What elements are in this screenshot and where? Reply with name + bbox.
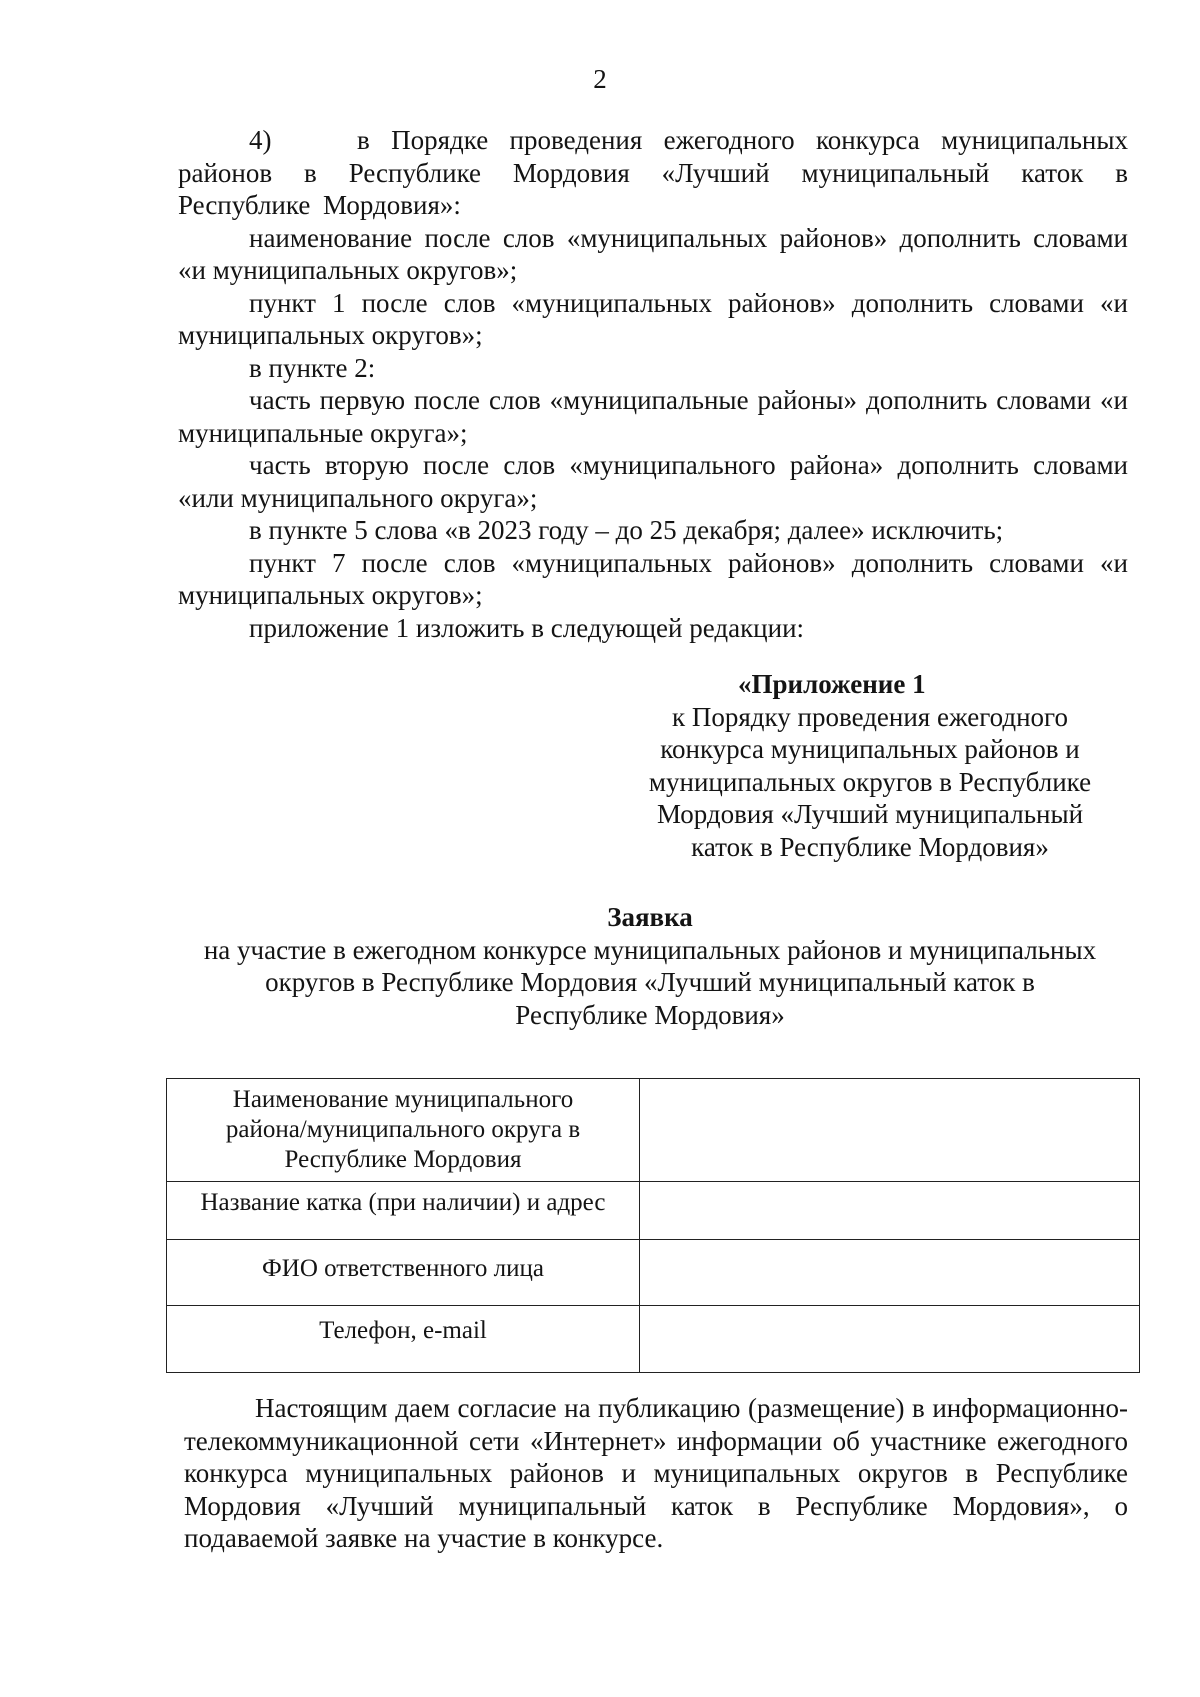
- appendix-line: конкурса муниципальных районов и: [660, 734, 1080, 764]
- consent-section: [184, 1392, 1128, 1555]
- appendix-line: каток в Республике Мордовия»: [691, 831, 1049, 862]
- amendment-intro: [178, 124, 1128, 222]
- appendix-line: Мордовия «Лучший муниципальный: [656, 799, 1084, 829]
- page-number: 2: [593, 64, 607, 94]
- application-subtitle-line: Республике Мордовия»: [515, 999, 785, 1030]
- amendment-intro-text: в Порядке проведения ежегодного конкурса муниципальных районов в Республике Мордовия «Лучший муниципальный каток в Республике Мордовия»:: [178, 125, 1129, 220]
- form-label-responsible-person: [167, 1240, 640, 1306]
- form-value-municipality: [640, 1079, 1140, 1182]
- consent-paragraph: Настоящим даем согласие на публикацию (размещение) в информационно-телекоммуникационной сети «Интернет» информации об участнике ежегодного конкурса муниципальных районов и муниципальных округов в Республике Мордовия «Лучший муниципальный каток в Республике Мордовия», о подаваемой заявке на участие в конкурсе.: [184, 1393, 1128, 1553]
- amendment-item: часть первую после слов «муниципальные районы» дополнить словами «и муниципальные округа»;: [178, 385, 1128, 448]
- table-row: [167, 1182, 1140, 1240]
- label-line: Наименование муниципального: [232, 1086, 574, 1113]
- label-line: района/муниципального округа в: [225, 1116, 581, 1143]
- form-value-responsible-person: [640, 1240, 1140, 1306]
- form-value-rink-name: [640, 1182, 1140, 1240]
- label-line: Республике Мордовия: [284, 1146, 522, 1173]
- form-value-contacts: [640, 1306, 1140, 1373]
- application-subtitle-line: округов в Республике Мордовия «Лучший муниципальный каток в: [265, 967, 1035, 997]
- amendment-item: пункт 7 после слов «муниципальных районов» дополнить словами «и муниципальных округов»;: [178, 547, 1128, 610]
- appendix-line: муниципальных округов в Республике: [648, 766, 1092, 797]
- form-label-rink-name: [167, 1182, 640, 1240]
- table-row: [167, 1306, 1140, 1373]
- application-title: Заявка: [607, 902, 693, 932]
- application-subtitle-line: на участие в ежегодном конкурсе муниципальных районов и муниципальных: [203, 934, 1097, 965]
- amendment-item: в пункте 5 слова «в 2023 году – до 25 декабря; далее» исключить;: [249, 515, 1004, 545]
- amendment-item: часть вторую после слов «муниципального района» дополнить словами «или муниципального округа»;: [178, 450, 1128, 513]
- form-label-municipality: [167, 1079, 640, 1182]
- label-line: Телефон, e-mail: [319, 1317, 487, 1344]
- appendix-header: [620, 668, 1120, 863]
- table-row: [167, 1240, 1140, 1306]
- amendment-item: пункт 1 после слов «муниципальных районов» дополнить словами «и муниципальных округов»;: [178, 287, 1128, 350]
- form-label-contacts: [167, 1306, 640, 1373]
- amendment-item: в пункте 2:: [249, 352, 376, 383]
- amendment-number: 4): [249, 125, 272, 155]
- amendment-item: приложение 1 изложить в следующей редакции:: [249, 612, 805, 643]
- label-line: Название катка (при наличии) и адрес: [200, 1189, 606, 1216]
- label-line: ФИО ответственного лица: [262, 1255, 544, 1282]
- application-form-table: [166, 1078, 1140, 1373]
- table-row: [167, 1079, 1140, 1182]
- appendix-line: к Порядку проведения ежегодного: [672, 701, 1068, 732]
- amendment-item: наименование после слов «муниципальных районов» дополнить словами «и муниципальных округов»;: [178, 222, 1128, 285]
- appendix-heading: «Приложение 1: [738, 669, 926, 699]
- amendment-section: [178, 124, 1128, 644]
- application-title-block: [150, 901, 1150, 1031]
